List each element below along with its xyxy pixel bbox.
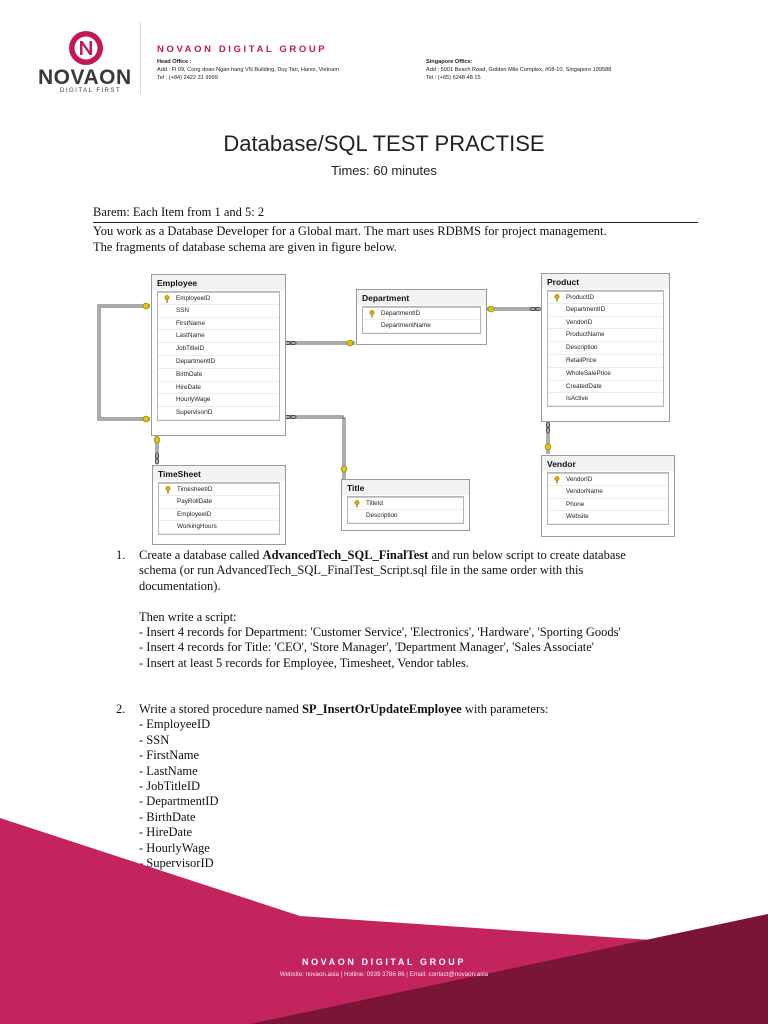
column-row — [548, 342, 663, 355]
database-name: AdvancedTech_SQL_FinalTest — [262, 548, 429, 562]
column-list — [547, 472, 669, 525]
head-office-block — [157, 58, 339, 83]
schema-diagram — [0, 260, 768, 545]
column-row — [548, 473, 668, 486]
column-name: BirthDate — [176, 370, 203, 378]
column-name: CreatedDate — [566, 382, 602, 390]
column-name: HireDate — [176, 383, 201, 391]
task-item: - Insert 4 records for Department: 'Customer Service', 'Electronics', 'Hardware', 'Sporting Goods' — [139, 625, 621, 640]
parameter-item: - FirstName — [139, 748, 200, 763]
column-row — [548, 381, 663, 394]
head-office-title: Head Office : — [157, 59, 192, 65]
column-name: ProductID — [566, 294, 594, 301]
intro-line: You work as a Database Developer for a Global mart. The mart uses RDBMS for project management. — [93, 224, 607, 238]
column-name: Phone — [566, 500, 585, 508]
novaon-logo-icon — [68, 30, 104, 66]
singapore-office-title: Singapore Office: — [426, 59, 473, 65]
column-name: DepartmentID — [381, 310, 421, 317]
task-item: - Insert at least 5 records for Employee, Timesheet, Vendor tables. — [139, 655, 469, 670]
product-table — [541, 273, 670, 422]
column-name: JobTitleID — [176, 345, 205, 353]
intro-paragraph — [93, 223, 698, 255]
column-row — [159, 521, 279, 534]
column-name: EmployeeID — [176, 295, 211, 302]
column-list — [362, 306, 481, 334]
parameter-item: - DepartmentID — [139, 794, 219, 809]
column-row — [158, 343, 279, 356]
column-row — [348, 510, 463, 523]
parameter-item: - EmployeeID — [139, 717, 211, 732]
column-name: VendorID — [566, 476, 593, 483]
column-name: LastName — [176, 332, 205, 340]
column-name: DepartmentID — [176, 357, 216, 365]
column-name: ProductName — [566, 331, 605, 339]
column-name: DepartmentID — [566, 305, 606, 313]
employee-table — [151, 274, 286, 436]
question-line: schema (or run AdvancedTech_SQL_FinalTest_Script.sql file in the same order with this — [139, 563, 584, 578]
parameter-item: - SSN — [139, 732, 170, 747]
primary-key-icon — [553, 476, 561, 484]
column-name: TitleId — [366, 500, 383, 507]
column-row — [548, 317, 663, 330]
primary-key-icon — [353, 500, 361, 508]
column-row — [158, 305, 279, 318]
logo-text: NOVAON — [38, 66, 132, 89]
footer-group-name: NOVAON DIGITAL GROUP — [301, 957, 466, 967]
column-name: VendorID — [566, 318, 593, 326]
question-line: Then write a script: — [139, 609, 237, 624]
parameter-item: - JobTitleID — [139, 779, 201, 794]
barem-text: Barem: Each Item from 1 and 5: 2 — [93, 205, 265, 219]
column-row — [548, 393, 663, 406]
question-line — [139, 702, 716, 717]
column-row — [158, 356, 279, 369]
column-row — [363, 320, 480, 333]
column-name: EmployeeID — [177, 510, 212, 518]
parameter-item: - SupervisorID — [139, 856, 214, 871]
column-name: Description — [366, 511, 398, 519]
logo-tagline: DIGITAL FIRST — [60, 88, 122, 94]
primary-key-icon — [164, 486, 172, 494]
column-name: VendorName — [566, 487, 603, 495]
intro-line: The fragments of database schema are given in figure below. — [93, 240, 397, 254]
table-name: Department — [357, 290, 486, 305]
question-line — [139, 548, 716, 563]
column-name: WholeSalePrice — [566, 369, 611, 377]
singapore-office-address: Add : 5001 Beach Road, Golden Mile Complex, #08-10, Singapore 199588 — [426, 67, 612, 74]
column-name: TimesheetID — [177, 486, 213, 493]
column-list — [158, 482, 280, 535]
column-row — [548, 486, 668, 499]
task-item: - Insert 4 records for Title: 'CEO', 'Store Manager', 'Department Manager', 'Sales Associate' — [139, 640, 595, 655]
column-name: SSN — [176, 306, 189, 314]
column-row — [548, 291, 663, 304]
primary-key-icon — [163, 295, 171, 303]
header-divider — [140, 22, 141, 94]
column-row — [159, 509, 279, 522]
footer-contact: Website: novaon.asia | Hotline: 0939 3786 86 | Email: contact@novaon.asia — [279, 971, 489, 978]
column-row — [158, 394, 279, 407]
table-name: Employee — [152, 275, 285, 290]
question-line: documentation). — [139, 578, 221, 593]
question-number: 1. — [116, 548, 126, 562]
page-title: Database/SQL TEST PRACTISE — [223, 131, 545, 156]
question-number: 2. — [116, 702, 126, 716]
column-name: Description — [566, 344, 598, 352]
title-table — [341, 479, 470, 531]
blank-line — [139, 594, 716, 609]
primary-key-icon — [368, 310, 376, 318]
column-name: Website — [566, 513, 589, 521]
column-row — [348, 497, 463, 510]
column-row — [158, 292, 279, 305]
column-name: HourlyWage — [176, 396, 211, 404]
parameter-item: - BirthDate — [139, 809, 196, 824]
department-table — [356, 289, 487, 345]
column-row — [548, 304, 663, 317]
question-text: with parameters: — [461, 702, 549, 716]
column-list — [547, 290, 664, 407]
column-list — [347, 496, 464, 524]
table-name: TimeSheet — [153, 466, 285, 481]
question-1 — [116, 548, 716, 671]
column-name: PayRollDate — [177, 497, 212, 505]
column-row — [159, 483, 279, 496]
singapore-office-block — [426, 58, 611, 83]
primary-key-icon — [553, 294, 561, 302]
table-name: Title — [342, 480, 469, 495]
column-row — [548, 511, 668, 524]
timesheet-table — [152, 465, 286, 545]
page-subtitle: Times: 60 minutes — [331, 163, 437, 178]
column-row — [159, 496, 279, 509]
column-name: DepartmentName — [381, 321, 431, 329]
column-row — [548, 499, 668, 512]
singapore-office-phone: Tel : (+65) 6248 48 15 — [426, 75, 481, 82]
column-name: RetailPrice — [566, 356, 597, 364]
column-row — [158, 330, 279, 343]
column-row — [363, 307, 480, 320]
header-group-name: NOVAON DIGITAL GROUP — [157, 44, 328, 55]
column-row — [548, 368, 663, 381]
column-row — [158, 369, 279, 382]
question-text: Create a database called — [139, 548, 263, 562]
head-office-address: Add : Fl 09, Cong doan Ngan hang VN Building, Duy Tan, Hanoi, Vietnam — [157, 67, 340, 74]
column-name: SupervisorID — [176, 409, 213, 417]
column-row — [158, 318, 279, 331]
column-name: FirstName — [176, 319, 206, 327]
column-name: WorkingHours — [177, 523, 217, 531]
column-row — [548, 329, 663, 342]
question-text: Write a stored procedure named — [139, 702, 302, 716]
footer-banner — [0, 818, 768, 1024]
table-name: Product — [542, 274, 669, 289]
column-row — [158, 407, 279, 420]
parameter-item: - HourlyWage — [139, 840, 210, 855]
question-body — [139, 548, 716, 671]
head-office-phone: Tel : (+84) 2422 31 9999 — [157, 75, 218, 82]
question-text: and run below script to create database — [428, 548, 626, 562]
vendor-table — [541, 455, 675, 537]
parameter-item: - LastName — [139, 763, 198, 778]
column-row — [158, 382, 279, 395]
column-list — [157, 291, 280, 421]
column-row — [548, 355, 663, 368]
parameter-item: - HireDate — [139, 825, 193, 840]
column-name: IsActive — [566, 395, 589, 403]
table-name: Vendor — [542, 456, 674, 471]
procedure-name: SP_InsertOrUpdateEmployee — [301, 702, 462, 716]
